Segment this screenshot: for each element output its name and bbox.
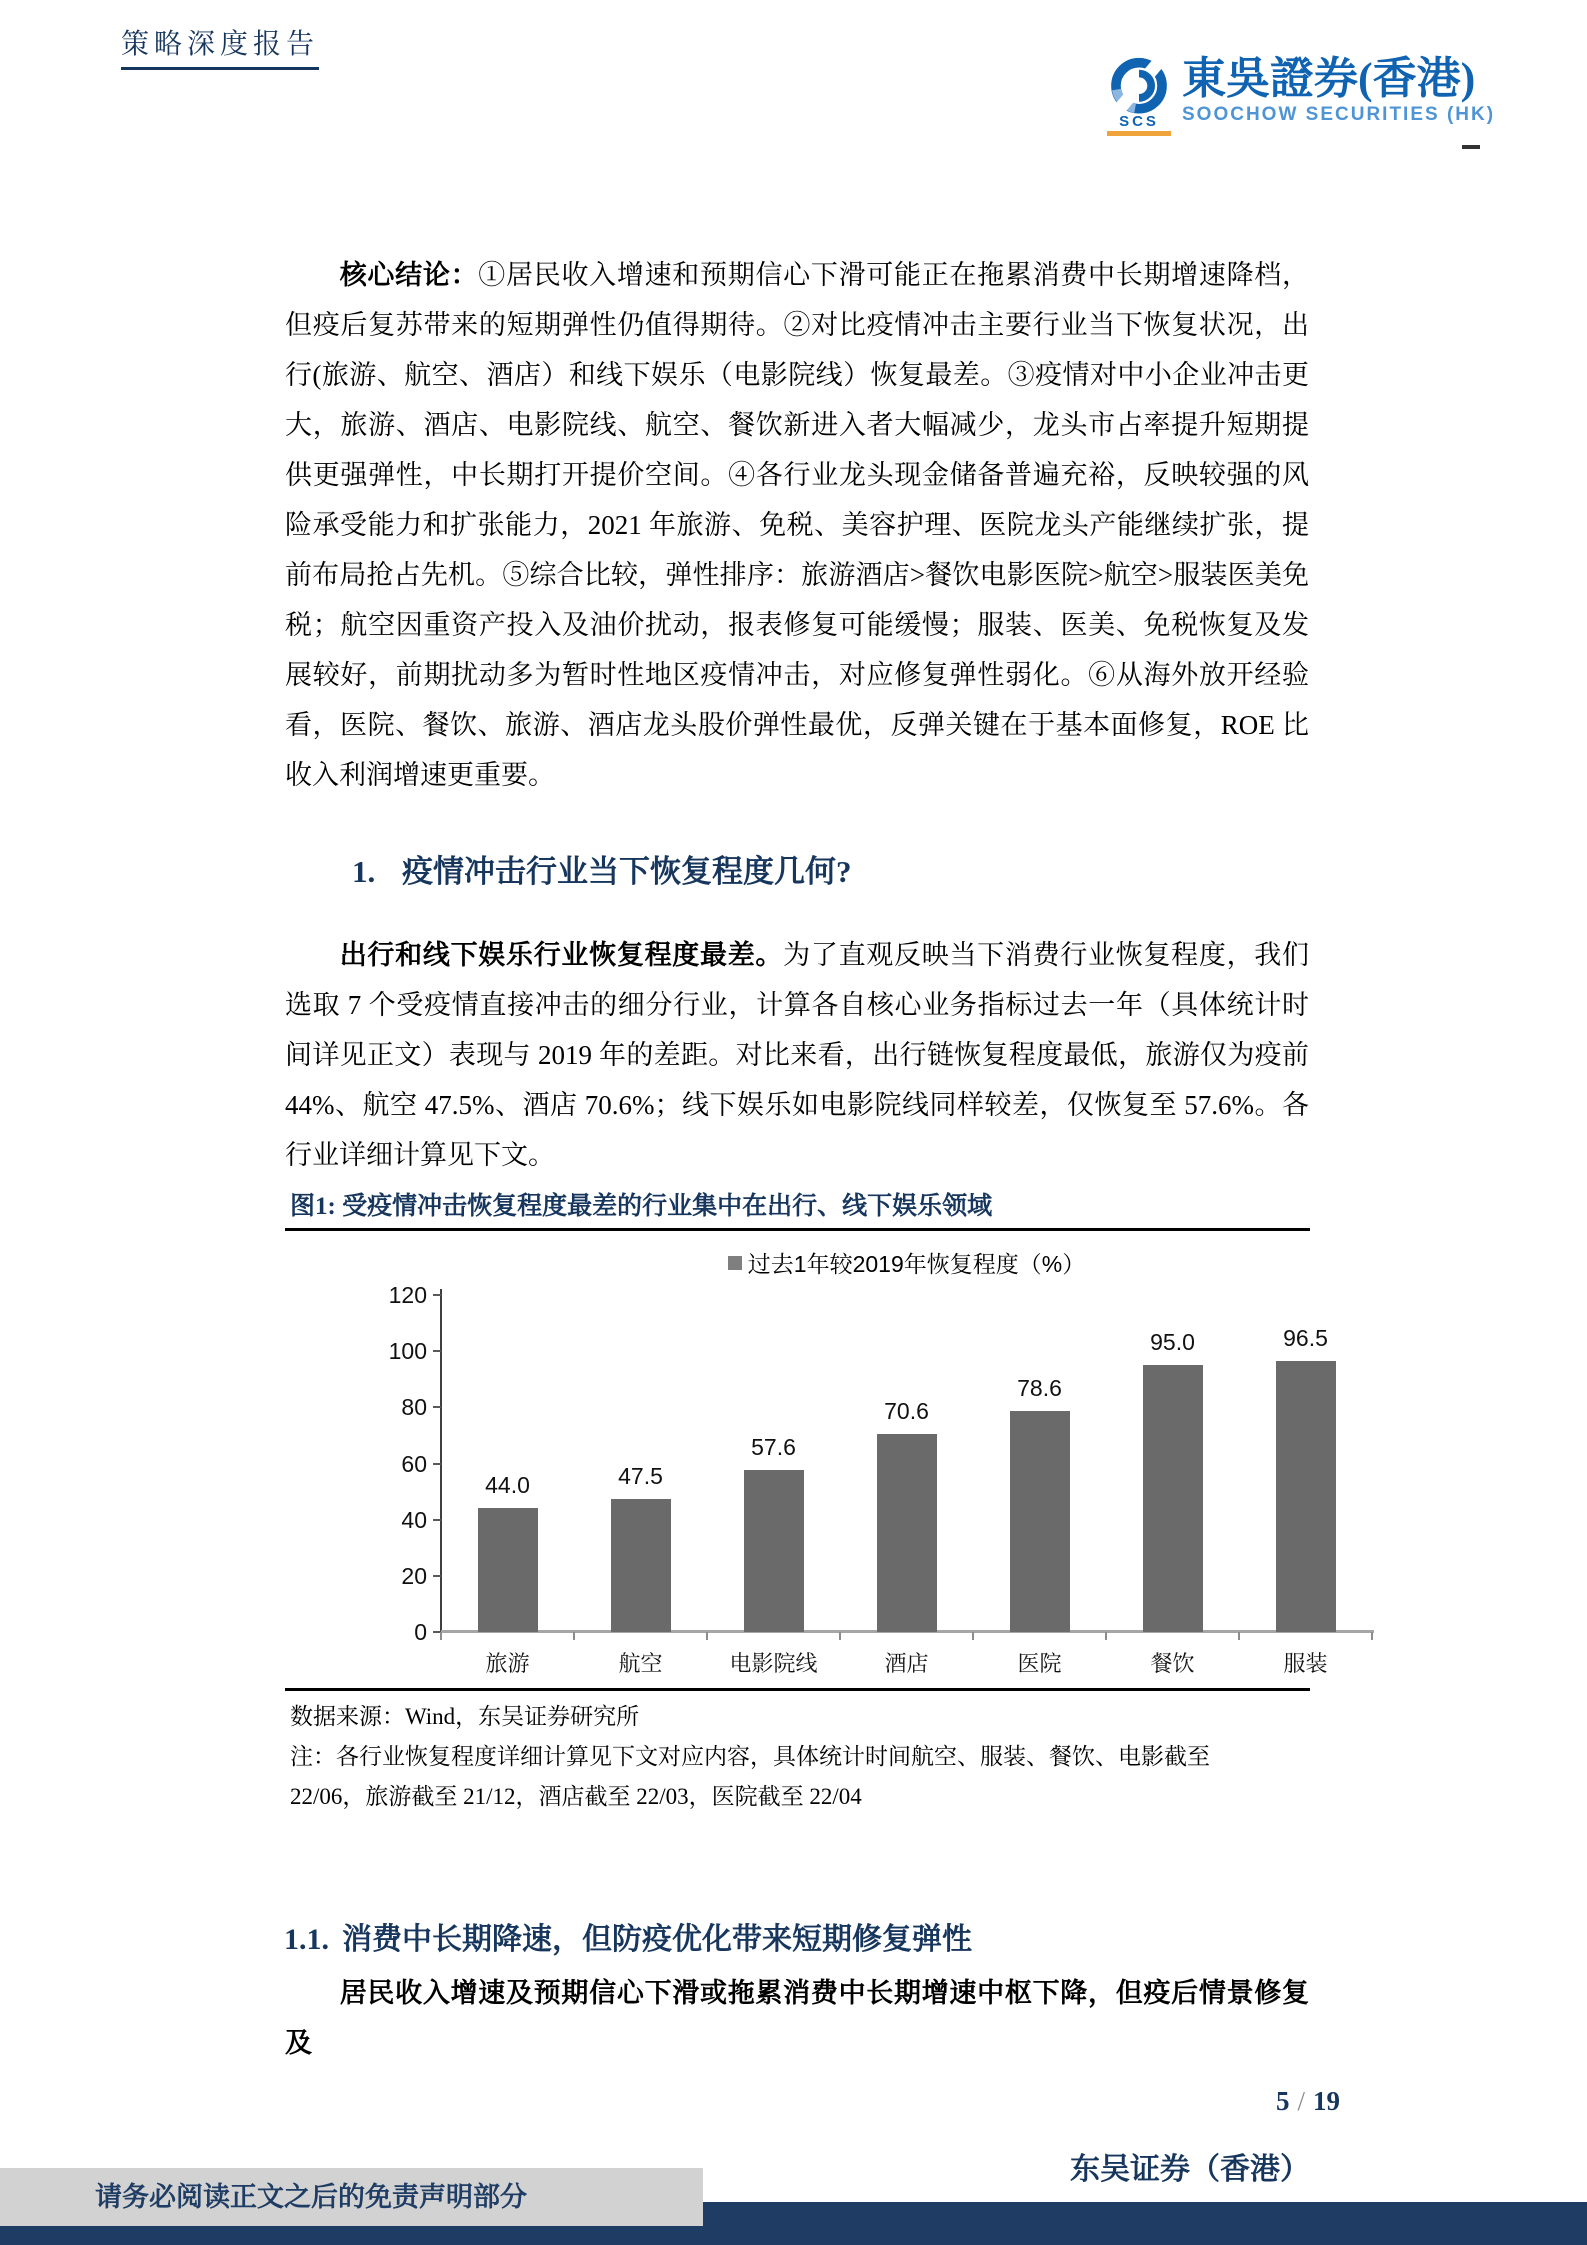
chart-legend <box>441 1246 1372 1279</box>
bar-value-label: 70.6 <box>884 1397 929 1424</box>
bar-酒店 <box>877 1434 937 1632</box>
y-tick-mark <box>433 1463 441 1465</box>
footer-brand: 东吴证券（香港） <box>1070 2153 1310 2186</box>
figure-note-line2: 22/06，旅游截至 21/12，酒店截至 22/03，医院截至 22/04 <box>290 1784 862 1809</box>
x-category-label: 医院 <box>1017 1651 1062 1676</box>
section-1-1-heading <box>284 1914 972 1958</box>
x-tick-mark <box>1238 1632 1240 1640</box>
x-category-label: 旅游 <box>485 1651 530 1676</box>
figure-1-title: 图1: 受疫情冲击恢复程度最差的行业集中在出行、线下娱乐领域 <box>290 1193 993 1220</box>
y-tick-label: 120 <box>388 1282 427 1308</box>
section-1-number: 1. <box>352 854 376 889</box>
section-1-paragraph <box>285 930 1309 1180</box>
bar-电影院线 <box>744 1470 804 1632</box>
bar-餐饮 <box>1143 1365 1203 1632</box>
x-category-label: 航空 <box>618 1651 663 1676</box>
section-1-heading <box>352 846 852 891</box>
figure-top-rule <box>285 1228 1310 1231</box>
footer-navy-strip <box>0 2226 1587 2245</box>
paragraph-bold-text: 居民收入增速及预期信心下滑或拖累消费中长期增速中枢下降，但疫后情景修复及 <box>285 1978 1309 2058</box>
x-category-label: 酒店 <box>884 1651 929 1676</box>
disclaimer-bar <box>0 2168 703 2226</box>
page-total: 19 <box>1313 2086 1340 2116</box>
header-dash-mark <box>1462 145 1480 149</box>
logo-orange-bar <box>1107 131 1171 136</box>
bar-value-label: 78.6 <box>1017 1375 1062 1402</box>
y-tick-mark <box>433 1575 441 1577</box>
paragraph-body: 为了直观反映当下消费行业恢复程度，我们选取 7 个受疫情直接冲击的细分行业，计算各自核心业务指标过去一年（具体统计时间详见正文）表现与 2019 年的差距。对比来看，出行链恢复程度最低，旅游仅为疫前 44%、航空 47.5%、酒店 70.6%；线下娱乐如电影院线同样较差，仅恢复至 57.6%。各行业详细计算见下文。 <box>285 940 1310 1170</box>
scs-ring-icon <box>1107 56 1171 118</box>
section-1-title: 疫情冲击行业当下恢复程度几何? <box>402 854 852 889</box>
scs-logo-icon <box>1106 56 1172 136</box>
core-conclusion-paragraph <box>285 250 1309 800</box>
y-tick-mark <box>433 1406 441 1408</box>
x-category-label: 服装 <box>1283 1651 1328 1676</box>
brand-name-chinese: 東吳證券(香港) <box>1182 54 1476 103</box>
x-tick-mark <box>706 1632 708 1640</box>
y-tick-label: 20 <box>401 1562 427 1589</box>
page-current: 5 <box>1275 2086 1290 2116</box>
bar-医院 <box>1010 1411 1070 1632</box>
disclaimer-text: 请务必阅读正文之后的免责声明部分 <box>95 2182 527 2212</box>
figure-bottom-rule <box>285 1688 1310 1691</box>
x-category-label: 电影院线 <box>729 1651 818 1676</box>
bar-value-label: 44.0 <box>485 1472 530 1499</box>
x-category-label: 餐饮 <box>1150 1651 1195 1676</box>
figure-note-line1: 注：各行业恢复程度详细计算见下文对应内容，具体统计时间航空、服装、餐饮、电影截至 <box>290 1744 1210 1769</box>
y-tick-mark <box>433 1519 441 1521</box>
x-tick-mark <box>440 1632 442 1640</box>
x-tick-mark <box>1105 1632 1107 1640</box>
bar-value-label: 47.5 <box>618 1462 663 1489</box>
section-1-1-paragraph <box>285 1968 1309 2068</box>
bar-旅游 <box>478 1508 538 1632</box>
core-conclusion-lead: 核心结论： <box>339 260 479 290</box>
y-tick-label: 80 <box>401 1394 427 1421</box>
bar-chart <box>388 1282 1372 1676</box>
bar-航空 <box>611 1499 671 1632</box>
legend-square-marker <box>728 1256 742 1270</box>
legend-label: 过去1年较2019年恢复程度（%） <box>747 1251 1086 1277</box>
page-number <box>1040 2086 1340 2117</box>
bar-value-label: 96.5 <box>1283 1324 1328 1351</box>
figure-data-source: 数据来源：Wind，东吴证券研究所 <box>290 1704 640 1729</box>
y-tick-label: 60 <box>401 1450 427 1477</box>
y-tick-label: 100 <box>388 1338 427 1365</box>
section-1-1-number: 1.1. <box>284 1923 329 1956</box>
x-tick-mark <box>839 1632 841 1640</box>
logo-monogram: SCS <box>1119 113 1159 130</box>
section-1-1-title: 消费中长期降速，但防疫优化带来短期修复弹性 <box>342 1923 972 1956</box>
y-tick-mark <box>433 1294 441 1296</box>
company-logo <box>1106 56 1495 136</box>
y-tick-label: 40 <box>401 1506 427 1533</box>
report-type-label: 策略深度报告 <box>121 22 319 70</box>
x-tick-mark <box>1371 1632 1373 1640</box>
bar-value-label: 95.0 <box>1150 1329 1195 1356</box>
brand-name-english: SOOCHOW SECURITIES (HK) <box>1182 104 1496 125</box>
y-tick-mark <box>433 1350 441 1352</box>
bar-value-label: 57.6 <box>751 1434 796 1461</box>
x-tick-mark <box>972 1632 974 1640</box>
page-separator: / <box>1297 2086 1305 2116</box>
x-tick-mark <box>573 1632 575 1640</box>
bar-服装 <box>1276 1361 1336 1632</box>
y-tick-label: 0 <box>414 1619 427 1645</box>
core-conclusion-body: ①居民收入增速和预期信心下滑可能正在拖累消费中长期增速降档，但疫后复苏带来的短期弹性仍值得期待。②对比疫情冲击主要行业当下恢复状况，出行(旅游、航空、酒店）和线下娱乐（电影院线）恢复最差。③疫情对中小企业冲击更大，旅游、酒店、电影院线、航空、餐饮新进入者大幅减少，龙头市占率提升短期提供更强弹性，中长期打开提价空间。④各行业龙头现金储备普遍充裕，反映较强的风险承受能力和扩张能力，2021 年旅游、免税、美容护理、医院龙头产能继续扩张，提前布局抢占先机。⑤综合比较，弹性排序：旅游酒店>餐饮电影医院>航空>服装医美免税；航空因重资产投入及油价扰动，报表修复可能缓慢；服装、医美、免税恢复及发展较好，前期扰动多为暂时性地区疫情冲击，对应修复弹性弱化。⑥从海外放开经验看，医院、餐饮、旅游、酒店龙头股价弹性最优，反弹关键在于基本面修复，ROE 比收入利润增速更重要。 <box>285 260 1310 790</box>
paragraph-bold-lead: 出行和线下娱乐行业恢复程度最差。 <box>339 940 784 970</box>
